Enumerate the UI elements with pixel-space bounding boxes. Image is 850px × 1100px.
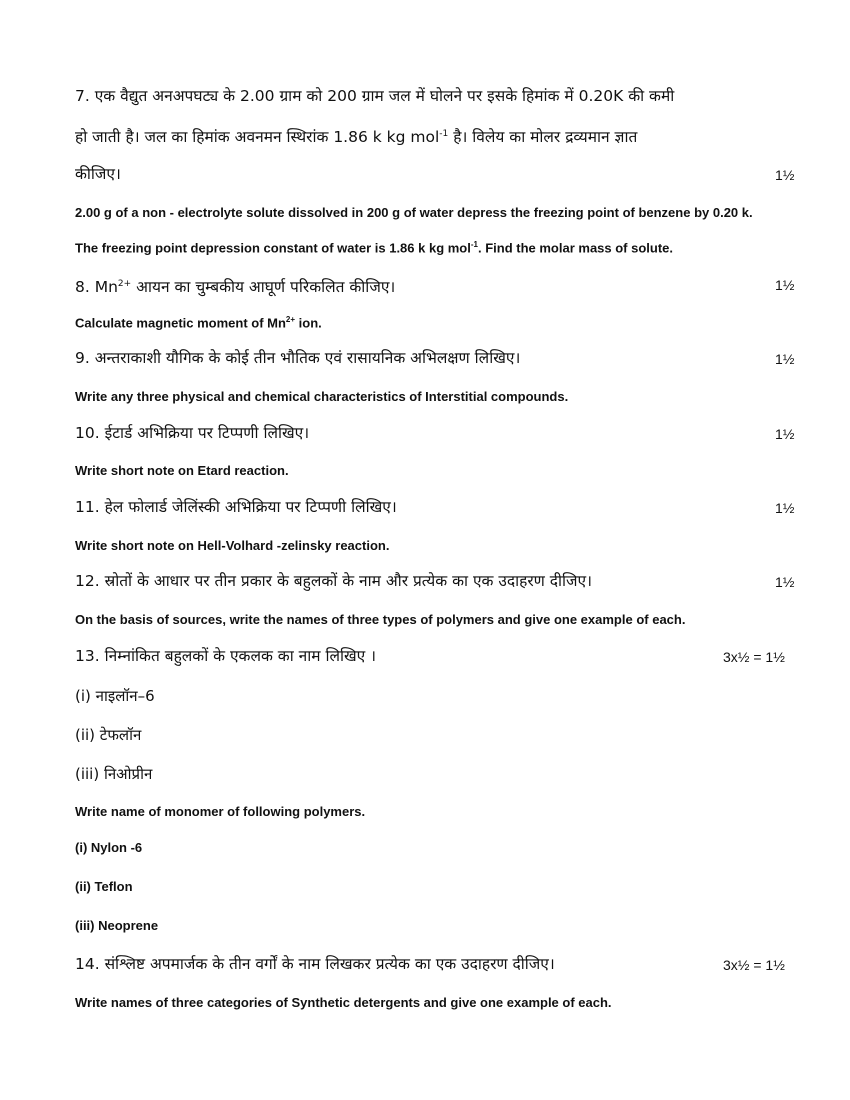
q12-marks: 1½ bbox=[775, 574, 795, 590]
q7-english-line-2-rest: . Find the molar mass of solute. bbox=[477, 240, 674, 256]
q12-hindi: 12. स्रोतों के आधार पर तीन प्रकार के बहुलकों के नाम और प्रत्येक का एक उदाहरण दीजिए। bbox=[75, 572, 593, 590]
q9-english: Write any three physical and chemical characteristics of Interstitial compounds. bbox=[75, 389, 569, 404]
q10-marks: 1½ bbox=[775, 426, 795, 442]
q7-hindi-sup: -1 bbox=[439, 129, 449, 139]
q9-hindi: 9. अन्तराकाशी यौगिक के कोई तीन भौतिक एवं रासायनिक अभिलक्षण लिखिए। bbox=[75, 349, 521, 367]
q7-hindi-line-1: 7. एक वैद्युत अनअपघट्य के 2.00 ग्राम को 200 ग्राम जल में घोलने पर इसके हिमांक में 0.20K की कमी bbox=[75, 87, 675, 105]
q11-hindi: 11. हेल फोलार्ड जेलिंस्की अभिक्रिया पर टिप्पणी लिखिए। bbox=[75, 498, 397, 516]
q11-english: Write short note on Hell-Volhard -zelinsky reaction. bbox=[75, 538, 390, 553]
q7-english-line-1: 2.00 g of a non - electrolyte solute dissolved in 200 g of water depress the freezing point of benzene by 0.20 k. bbox=[75, 205, 753, 220]
q14-english: Write names of three categories of Synthetic detergents and give one example of each. bbox=[75, 995, 612, 1010]
q8-hindi-sup: 2+ bbox=[117, 279, 132, 289]
q13-english-item-2: (ii) Teflon bbox=[75, 879, 133, 894]
q8-english-sup: 2+ bbox=[285, 315, 296, 324]
q8-hindi bbox=[75, 275, 795, 297]
q7-english-sup: -1 bbox=[470, 240, 478, 249]
q8-marks: 1½ bbox=[775, 277, 795, 293]
q13-english-item-1: (i) Nylon -6 bbox=[75, 840, 143, 855]
q8-hindi-text: 8. Mn bbox=[75, 278, 118, 297]
q13-hindi-item-3: (iii) निओप्रीन bbox=[75, 765, 153, 783]
q13-hindi: 13. निम्नांकित बहुलकों के एकलक का नाम लिखिए । bbox=[75, 647, 377, 665]
q7-hindi-line-2 bbox=[75, 125, 795, 147]
q8-hindi-rest: आयन का चुम्बकीय आघूर्ण परिकलित कीजिए। bbox=[131, 278, 396, 297]
q7-hindi-line-2-rest: है। विलेय का मोलर द्रव्यमान ज्ञात bbox=[448, 128, 638, 147]
q8-english bbox=[75, 315, 795, 330]
q7-english-line-2-text: The freezing point depression constant of water is 1.86 k kg mol bbox=[75, 240, 471, 256]
q12-english: On the basis of sources, write the names of three types of polymers and give one example of each. bbox=[75, 612, 686, 627]
q13-english-item-3: (iii) Neoprene bbox=[75, 918, 159, 933]
q13-english: Write name of monomer of following polymers. bbox=[75, 804, 366, 819]
q11-marks: 1½ bbox=[775, 500, 795, 516]
q8-english-text: Calculate magnetic moment of Mn bbox=[75, 315, 286, 331]
q8-english-rest: ion. bbox=[295, 315, 322, 331]
q7-marks: 1½ bbox=[775, 167, 795, 183]
q9-marks: 1½ bbox=[775, 351, 795, 367]
q7-english-line-2 bbox=[75, 240, 795, 255]
q7-hindi-line-3: कीजिए। bbox=[75, 165, 121, 183]
q13-hindi-item-1: (i) नाइलॉन–6 bbox=[75, 687, 155, 705]
q13-marks: 3x½ = 1½ bbox=[723, 649, 785, 665]
q14-hindi: 14. संश्लिष्ट अपमार्जक के तीन वर्गों के नाम लिखकर प्रत्येक का एक उदाहरण दीजिए। bbox=[75, 955, 555, 973]
q13-hindi-item-2: (ii) टेफलॉन bbox=[75, 726, 142, 744]
q14-marks: 3x½ = 1½ bbox=[723, 957, 785, 973]
q7-hindi-line-2-text: हो जाती है। जल का हिमांक अवनमन स्थिरांक 1.86 k kg mol bbox=[75, 128, 440, 147]
q10-hindi: 10. ईटार्ड अभिक्रिया पर टिप्पणी लिखिए। bbox=[75, 424, 310, 442]
q10-english: Write short note on Etard reaction. bbox=[75, 463, 289, 478]
